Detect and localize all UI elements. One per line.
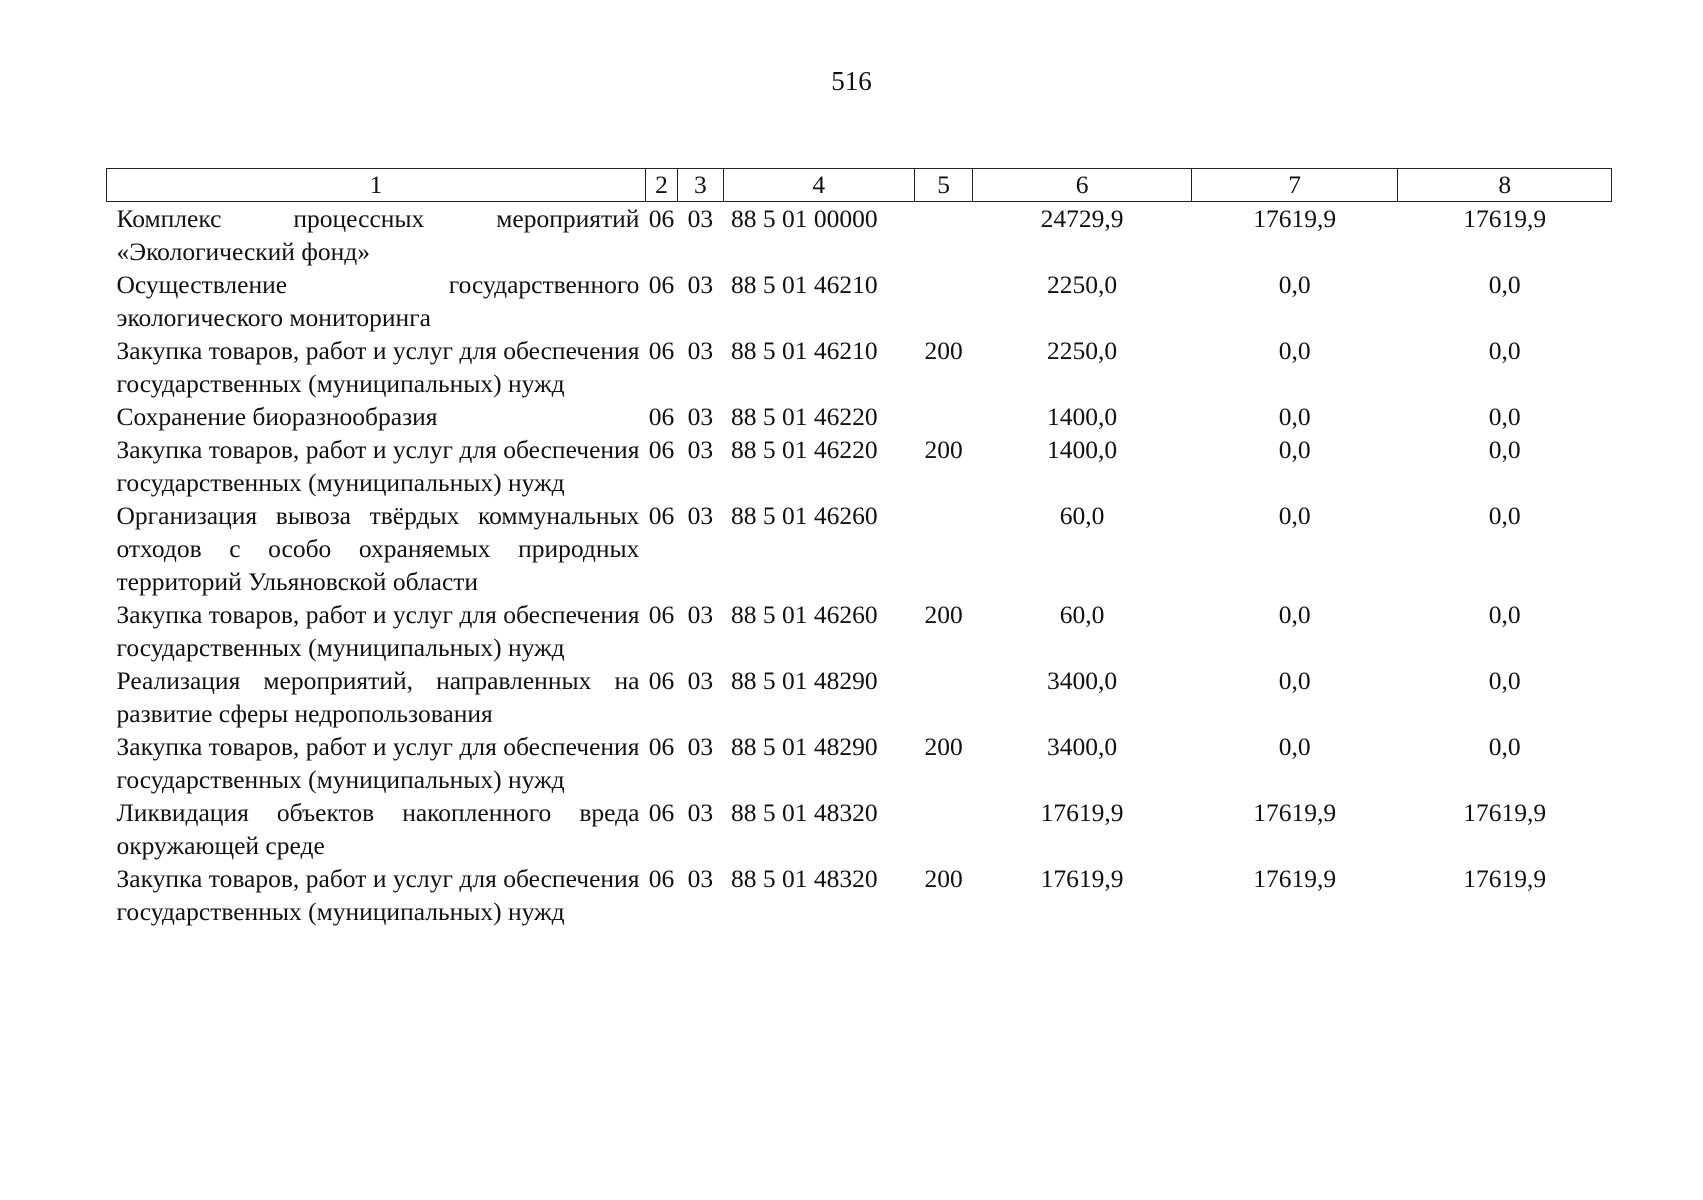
section-code-cell: 06 xyxy=(648,270,675,299)
amount-col8-cell: 17619,9 xyxy=(1463,204,1547,233)
amount-col6-cell: 1400,0 xyxy=(1047,402,1118,431)
amount-col7-cell: 0,0 xyxy=(1278,336,1311,365)
column-header: 1 xyxy=(107,169,646,202)
subsection-code-cell: 03 xyxy=(687,501,714,530)
expense-type-cell xyxy=(914,664,972,730)
table-row xyxy=(107,433,1612,499)
table-row xyxy=(107,598,1612,664)
expense-type-cell: 200 xyxy=(924,600,963,629)
row-name-cell: Закупка товаров, работ и услуг для обеспечения государственных (муниципальных) нужд xyxy=(116,864,640,926)
column-header: 4 xyxy=(723,169,914,202)
amount-col6-cell: 3400,0 xyxy=(1047,666,1118,695)
row-name-cell: Комплекс процессных мероприятий «Экологический фонд» xyxy=(116,204,640,266)
amount-col6-cell: 3400,0 xyxy=(1047,732,1118,761)
section-code-cell: 06 xyxy=(648,732,675,761)
amount-col7-cell: 17619,9 xyxy=(1253,204,1337,233)
row-name-cell: Закупка товаров, работ и услуг для обеспечения государственных (муниципальных) нужд xyxy=(116,600,640,662)
row-name-cell: Организация вывоза твёрдых коммунальных отходов с особо охраняемых природных территорий Ульяновской области xyxy=(116,501,640,596)
amount-col6-cell: 17619,9 xyxy=(1040,798,1124,827)
target-article-cell: 88 5 01 46260 xyxy=(731,501,878,530)
subsection-code-cell: 03 xyxy=(687,204,714,233)
amount-col8-cell: 0,0 xyxy=(1488,435,1521,464)
column-header: 7 xyxy=(1191,169,1398,202)
table-row xyxy=(107,730,1612,796)
page-number: 516 xyxy=(831,66,872,96)
target-article-cell: 88 5 01 46260 xyxy=(731,600,878,629)
section-code-cell: 06 xyxy=(648,501,675,530)
section-code-cell: 06 xyxy=(648,600,675,629)
column-header: 2 xyxy=(645,169,677,202)
column-header: 3 xyxy=(678,169,723,202)
row-name-cell: Ликвидация объектов накопленного вреда окружающей среде xyxy=(116,798,640,860)
amount-col6-cell: 2250,0 xyxy=(1047,270,1118,299)
expense-type-cell xyxy=(914,400,972,433)
budget-table xyxy=(106,168,1612,928)
table-row xyxy=(107,499,1612,598)
section-code-cell: 06 xyxy=(648,666,675,695)
section-code-cell: 06 xyxy=(648,435,675,464)
amount-col7-cell: 17619,9 xyxy=(1253,798,1337,827)
subsection-code-cell: 03 xyxy=(687,336,714,365)
section-code-cell: 06 xyxy=(648,336,675,365)
section-code-cell: 06 xyxy=(648,204,675,233)
row-name-cell: Сохранение биоразнообразия xyxy=(116,402,438,431)
target-article-cell: 88 5 01 48320 xyxy=(731,798,878,827)
table-row xyxy=(107,268,1612,334)
amount-col7-cell: 0,0 xyxy=(1278,501,1311,530)
amount-col8-cell: 0,0 xyxy=(1488,501,1521,530)
row-name-cell: Реализация мероприятий, направленных на развитие сферы недропользования xyxy=(116,666,640,728)
subsection-code-cell: 03 xyxy=(687,666,714,695)
target-article-cell: 88 5 01 00000 xyxy=(731,204,878,233)
expense-type-cell xyxy=(914,202,972,269)
column-header: 8 xyxy=(1398,169,1612,202)
target-article-cell: 88 5 01 48320 xyxy=(731,864,878,893)
target-article-cell: 88 5 01 46210 xyxy=(731,336,878,365)
amount-col7-cell: 0,0 xyxy=(1278,600,1311,629)
expense-type-cell: 200 xyxy=(924,732,963,761)
expense-type-cell xyxy=(914,268,972,334)
amount-col6-cell: 17619,9 xyxy=(1040,864,1124,893)
amount-col6-cell: 60,0 xyxy=(1059,600,1105,629)
subsection-code-cell: 03 xyxy=(687,600,714,629)
amount-col7-cell: 0,0 xyxy=(1278,732,1311,761)
expense-type-cell xyxy=(914,499,972,598)
row-name-cell: Осуществление государственного экологического мониторинга xyxy=(116,270,640,332)
table-row xyxy=(107,334,1612,400)
amount-col7-cell: 0,0 xyxy=(1278,666,1311,695)
table-row xyxy=(107,862,1612,928)
subsection-code-cell: 03 xyxy=(687,798,714,827)
amount-col8-cell: 0,0 xyxy=(1488,666,1521,695)
amount-col7-cell: 17619,9 xyxy=(1253,864,1337,893)
amount-col8-cell: 0,0 xyxy=(1488,732,1521,761)
subsection-code-cell: 03 xyxy=(687,402,714,431)
table-row xyxy=(107,400,1612,433)
column-header: 6 xyxy=(973,169,1192,202)
expense-type-cell: 200 xyxy=(924,864,963,893)
amount-col6-cell: 24729,9 xyxy=(1040,204,1124,233)
amount-col8-cell: 0,0 xyxy=(1488,402,1521,431)
amount-col8-cell: 0,0 xyxy=(1488,270,1521,299)
table-row xyxy=(107,202,1612,269)
table-header-row xyxy=(107,169,1612,202)
table-row xyxy=(107,664,1612,730)
amount-col8-cell: 17619,9 xyxy=(1463,864,1547,893)
amount-col6-cell: 60,0 xyxy=(1059,501,1105,530)
amount-col7-cell: 0,0 xyxy=(1278,402,1311,431)
section-code-cell: 06 xyxy=(648,402,675,431)
target-article-cell: 88 5 01 46210 xyxy=(731,270,878,299)
target-article-cell: 88 5 01 48290 xyxy=(731,666,878,695)
expense-type-cell: 200 xyxy=(924,435,963,464)
amount-col6-cell: 2250,0 xyxy=(1047,336,1118,365)
amount-col8-cell: 0,0 xyxy=(1488,600,1521,629)
subsection-code-cell: 03 xyxy=(687,864,714,893)
target-article-cell: 88 5 01 46220 xyxy=(731,435,878,464)
row-name-cell: Закупка товаров, работ и услуг для обеспечения государственных (муниципальных) нужд xyxy=(116,435,640,497)
expense-type-cell xyxy=(914,796,972,862)
target-article-cell: 88 5 01 48290 xyxy=(731,732,878,761)
amount-col7-cell: 0,0 xyxy=(1278,270,1311,299)
target-article-cell: 88 5 01 46220 xyxy=(731,402,878,431)
subsection-code-cell: 03 xyxy=(687,270,714,299)
amount-col8-cell: 17619,9 xyxy=(1463,798,1547,827)
budget-table-container xyxy=(106,168,1612,928)
column-header: 5 xyxy=(914,169,972,202)
expense-type-cell: 200 xyxy=(924,336,963,365)
section-code-cell: 06 xyxy=(648,864,675,893)
amount-col6-cell: 1400,0 xyxy=(1047,435,1118,464)
subsection-code-cell: 03 xyxy=(687,435,714,464)
amount-col8-cell: 0,0 xyxy=(1488,336,1521,365)
row-name-cell: Закупка товаров, работ и услуг для обеспечения государственных (муниципальных) нужд xyxy=(116,732,640,794)
subsection-code-cell: 03 xyxy=(687,732,714,761)
amount-col7-cell: 0,0 xyxy=(1278,435,1311,464)
table-row xyxy=(107,796,1612,862)
section-code-cell: 06 xyxy=(648,798,675,827)
row-name-cell: Закупка товаров, работ и услуг для обеспечения государственных (муниципальных) нужд xyxy=(116,336,640,398)
